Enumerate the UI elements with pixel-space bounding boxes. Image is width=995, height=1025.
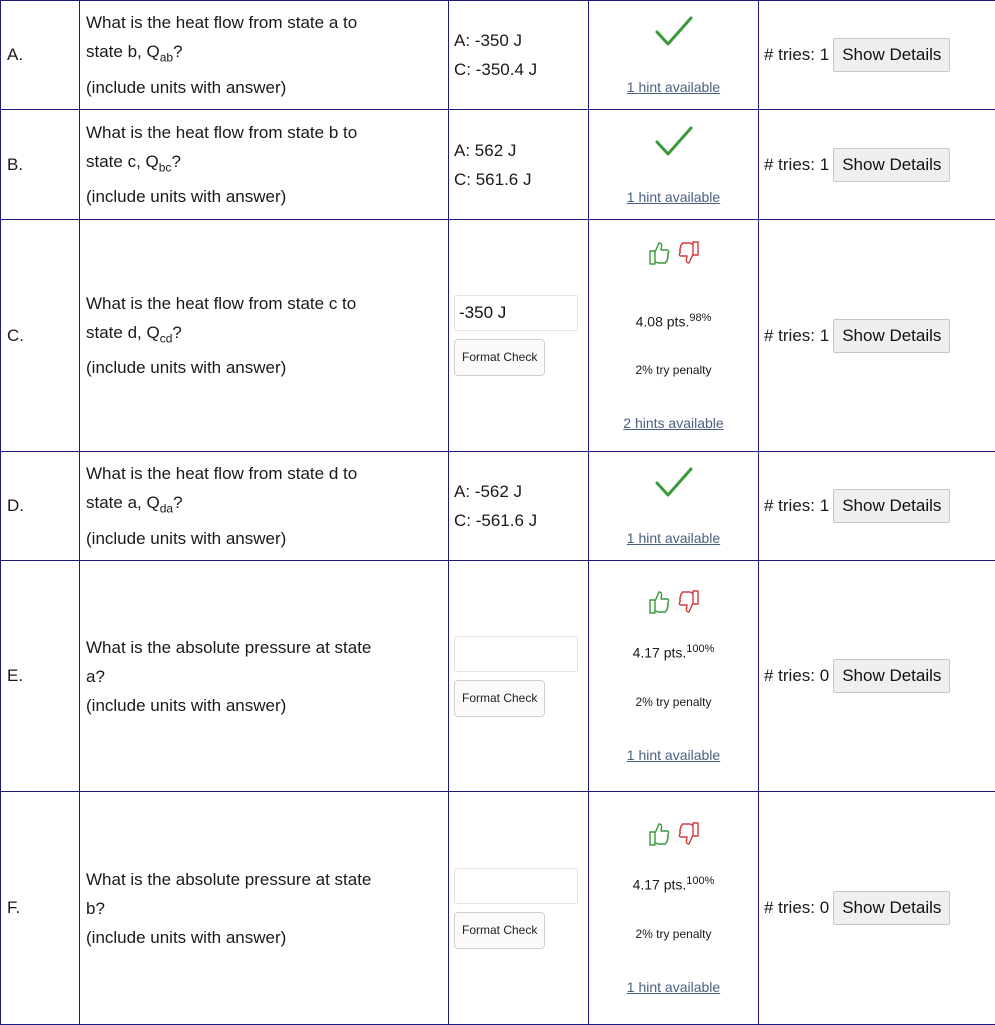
- format-check-button[interactable]: Format Check: [454, 680, 545, 717]
- question-text: What is the heat flow from state d to state a, $Q_{da}$? (include units with answer): [80, 452, 449, 561]
- computed-answer: C: -561.6 J: [454, 506, 588, 535]
- format-check-button[interactable]: Format Check: [454, 339, 545, 376]
- part-label: A.: [1, 1, 80, 110]
- question-row-f: [1, 792, 995, 1025]
- question-row-c: [1, 220, 995, 452]
- question-text: What is the absolute pressure at state a? (include units with answer): [80, 561, 449, 792]
- points-value: 4.17 pts.: [633, 877, 687, 893]
- part-label: C.: [1, 220, 80, 452]
- answer-cell: [449, 792, 589, 1025]
- hint-link[interactable]: 1 hint available: [627, 79, 720, 95]
- part-label: B.: [1, 110, 80, 220]
- tries-count: # tries: 1: [764, 496, 829, 515]
- computed-answer: C: 561.6 J: [454, 165, 588, 194]
- answer-cell: [449, 561, 589, 792]
- submitted-answer: A: -350 J: [454, 26, 588, 55]
- answer-input[interactable]: [454, 868, 578, 904]
- checkmark-icon: [654, 125, 694, 159]
- computed-answer: C: -350.4 J: [454, 55, 588, 84]
- tries-count: # tries: 0: [764, 666, 829, 685]
- answer-input[interactable]: [454, 295, 578, 331]
- question-row-e: [1, 561, 995, 792]
- show-details-button[interactable]: Show Details: [833, 659, 950, 693]
- points-value: 4.17 pts.: [633, 645, 687, 661]
- answer-cell: [449, 1, 589, 110]
- points-value: 4.08 pts.: [636, 313, 690, 329]
- thumbs-down-icon[interactable]: [677, 821, 701, 847]
- submitted-answer: A: 562 J: [454, 136, 588, 165]
- thumbs-up-icon[interactable]: [647, 240, 671, 266]
- points-percent: 100%: [686, 643, 714, 655]
- hint-link[interactable]: 1 hint available: [627, 189, 720, 205]
- question-row-b: [1, 110, 995, 220]
- question-text: What is the heat flow from state a to state b, $Q_{ab}$? (include units with answer): [80, 1, 449, 110]
- part-label: D.: [1, 452, 80, 561]
- tries-cell: [759, 220, 995, 452]
- try-penalty: 2% try penalty: [635, 927, 711, 941]
- tries-cell: [759, 561, 995, 792]
- status-cell: [589, 561, 759, 792]
- checkmark-icon: [654, 466, 694, 500]
- tries-cell: [759, 452, 995, 561]
- answer-input[interactable]: [454, 636, 578, 672]
- hint-link[interactable]: 1 hint available: [627, 979, 720, 995]
- show-details-button[interactable]: Show Details: [833, 891, 950, 925]
- show-details-button[interactable]: Show Details: [833, 38, 950, 72]
- question-text: What is the absolute pressure at state b? (include units with answer): [80, 792, 449, 1025]
- answer-cell: [449, 110, 589, 220]
- status-cell: [589, 452, 759, 561]
- part-label: E.: [1, 561, 80, 792]
- tries-count: # tries: 1: [764, 155, 829, 174]
- points-percent: 100%: [686, 875, 714, 887]
- question-text: What is the heat flow from state c to state d, $Q_{cd}$? (include units with answer): [80, 220, 449, 452]
- show-details-button[interactable]: Show Details: [833, 319, 950, 353]
- status-cell: [589, 792, 759, 1025]
- status-cell: [589, 220, 759, 452]
- question-row-d: [1, 452, 995, 561]
- thumbs-up-icon[interactable]: [647, 821, 671, 847]
- status-cell: [589, 110, 759, 220]
- answer-cell: [449, 220, 589, 452]
- tries-count: # tries: 1: [764, 45, 829, 64]
- checkmark-icon: [654, 15, 694, 49]
- tries-count: # tries: 0: [764, 898, 829, 917]
- answer-cell: [449, 452, 589, 561]
- thumbs-down-icon[interactable]: [677, 240, 701, 266]
- question-text: What is the heat flow from state b to state c, $Q_{bc}$? (include units with answer): [80, 110, 449, 220]
- try-penalty: 2% try penalty: [635, 695, 711, 709]
- thumbs-up-icon[interactable]: [647, 589, 671, 615]
- thumbs-down-icon[interactable]: [677, 589, 701, 615]
- tries-cell: [759, 1, 995, 110]
- points-percent: 98%: [689, 312, 711, 324]
- submitted-answer: A: -562 J: [454, 477, 588, 506]
- tries-cell: [759, 110, 995, 220]
- format-check-button[interactable]: Format Check: [454, 912, 545, 949]
- status-cell: [589, 1, 759, 110]
- try-penalty: 2% try penalty: [635, 363, 711, 377]
- question-row-a: [1, 1, 995, 110]
- hint-link[interactable]: 2 hints available: [623, 415, 723, 431]
- tries-cell: [759, 792, 995, 1025]
- hint-link[interactable]: 1 hint available: [627, 530, 720, 546]
- show-details-button[interactable]: Show Details: [833, 148, 950, 182]
- show-details-button[interactable]: Show Details: [833, 489, 950, 523]
- tries-count: # tries: 1: [764, 326, 829, 345]
- part-label: F.: [1, 792, 80, 1025]
- hint-link[interactable]: 1 hint available: [627, 747, 720, 763]
